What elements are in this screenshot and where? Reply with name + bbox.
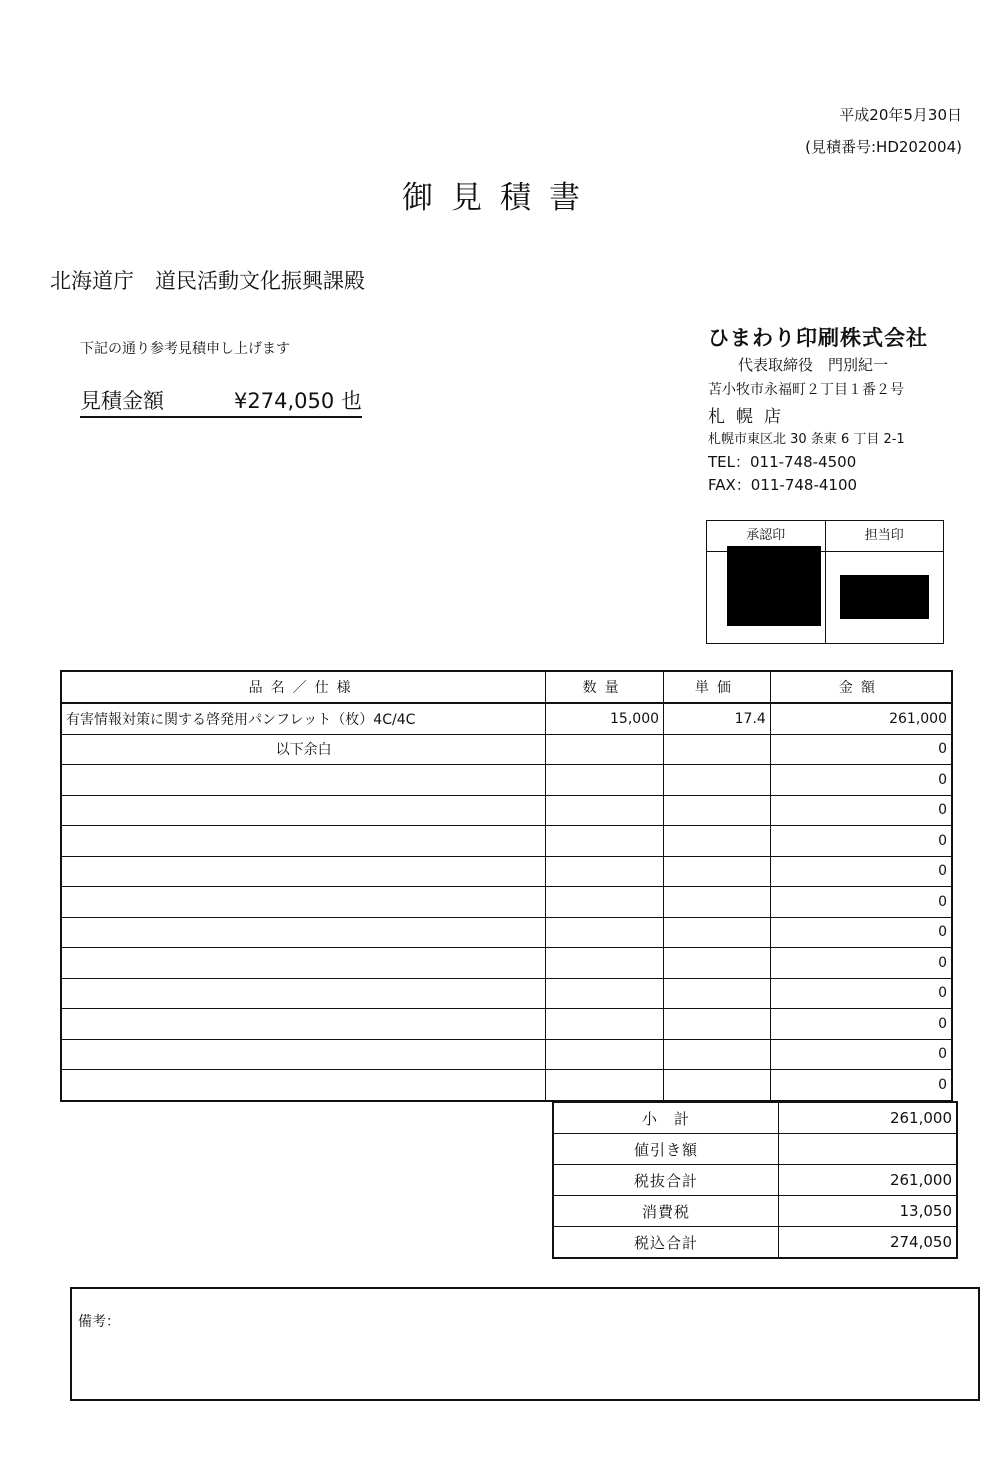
row-qty [546,1039,664,1070]
row-desc: 以下余白 [61,734,546,765]
totals-label: 小 計 [553,1102,779,1134]
row-price [664,856,771,887]
row-qty [546,1009,664,1040]
issue-date: 平成20年5月30日 [839,106,962,124]
row-amount: 0 [770,795,952,826]
table-row [61,948,952,979]
row-desc [61,1009,546,1040]
row-price [664,795,771,826]
row-desc [61,887,546,918]
row-price [664,1039,771,1070]
recipient: 北海道庁 道民活動文化振興課殿 [50,269,365,293]
col-header-qty: 数量 [546,671,664,703]
approval-stamp-cell [707,521,825,643]
staff-stamp-redaction [840,575,929,619]
approval-stamp-label: 承認印 [707,521,825,552]
totals-value [779,1134,958,1165]
row-price [664,734,771,765]
table-row [61,826,952,857]
row-desc [61,765,546,796]
branch-address: 札幌市東区北 30 条東 6 丁目 2-1 [708,432,905,447]
totals-label: 値引き額 [553,1134,779,1165]
totals-value: 274,050 [779,1227,958,1259]
row-amount: 0 [770,826,952,857]
stamp-box [706,520,944,644]
totals-label: 消費税 [553,1196,779,1227]
issuer-fax: FAX：011-748-4100 [708,476,858,494]
table-row [61,856,952,887]
row-desc [61,795,546,826]
col-header-item: 品名／仕様 [61,671,546,703]
row-price [664,887,771,918]
row-amount: 0 [770,765,952,796]
table-row [61,765,952,796]
issuer-company: ひまわり印刷株式会社 [708,326,928,350]
issuer-tel: TEL：011-748-4500 [708,453,857,471]
row-qty [546,1070,664,1101]
table-row [61,917,952,948]
table-row [61,978,952,1009]
estimate-amount-label: 見積金額 [80,389,164,413]
totals-row-pretax [553,1165,957,1196]
issuer-representative: 代表取締役 門別紀一 [738,356,889,374]
row-amount: 0 [770,1070,952,1101]
document-title: 御見積書 [402,180,598,216]
intro-text: 下記の通り参考見積申し上げます [80,341,290,357]
row-qty [546,795,664,826]
row-price [664,765,771,796]
row-amount: 0 [770,1009,952,1040]
totals-row-grand [553,1227,957,1259]
row-qty [546,734,664,765]
estimate-amount [80,385,362,418]
row-desc [61,856,546,887]
row-desc: 有害情報対策に関する啓発用パンフレット（枚）4C/4C [61,703,546,734]
row-desc [61,948,546,979]
row-price [664,1070,771,1101]
row-amount: 0 [770,734,952,765]
row-amount: 0 [770,856,952,887]
remarks-box [70,1287,980,1401]
row-price [664,826,771,857]
items-header-row [61,671,952,703]
row-qty [546,917,664,948]
row-price: 17.4 [664,703,771,734]
estimate-amount-value: ¥274,050 也 [234,389,362,413]
totals-row-subtotal [553,1102,957,1134]
totals-value: 261,000 [779,1165,958,1196]
approval-stamp-redaction [727,546,821,626]
totals-row-tax [553,1196,957,1227]
issuer-address: 苫小牧市永福町２丁目１番２号 [708,382,904,398]
row-price [664,917,771,948]
estimate-number: (見積番号:HD202004) [805,138,962,156]
col-header-price: 単価 [664,671,771,703]
row-desc [61,826,546,857]
table-row [61,1009,952,1040]
row-qty [546,948,664,979]
row-desc [61,978,546,1009]
row-price [664,1009,771,1040]
row-desc [61,917,546,948]
row-amount: 0 [770,917,952,948]
row-amount: 0 [770,948,952,979]
totals-label: 税込合計 [553,1227,779,1259]
table-row [61,703,952,734]
row-price [664,978,771,1009]
totals-table [552,1101,958,1259]
row-qty [546,826,664,857]
row-desc [61,1070,546,1101]
row-qty [546,978,664,1009]
row-qty [546,856,664,887]
items-table [60,670,953,1102]
row-amount: 0 [770,887,952,918]
row-desc [61,1039,546,1070]
staff-stamp-cell [825,521,944,643]
row-amount: 0 [770,1039,952,1070]
row-price [664,948,771,979]
table-row [61,887,952,918]
table-row [61,1070,952,1101]
totals-label: 税抜合計 [553,1165,779,1196]
col-header-amount: 金額 [770,671,952,703]
totals-value: 261,000 [779,1102,958,1134]
table-row [61,1039,952,1070]
totals-row-discount [553,1134,957,1165]
staff-stamp-label: 担当印 [826,521,944,552]
remarks-label: 備考： [78,1314,120,1330]
row-amount: 0 [770,978,952,1009]
row-qty: 15,000 [546,703,664,734]
issuer-branch: 札幌店 [708,407,792,427]
totals-value: 13,050 [779,1196,958,1227]
table-row [61,734,952,765]
row-qty [546,887,664,918]
table-row [61,795,952,826]
row-qty [546,765,664,796]
row-amount: 261,000 [770,703,952,734]
